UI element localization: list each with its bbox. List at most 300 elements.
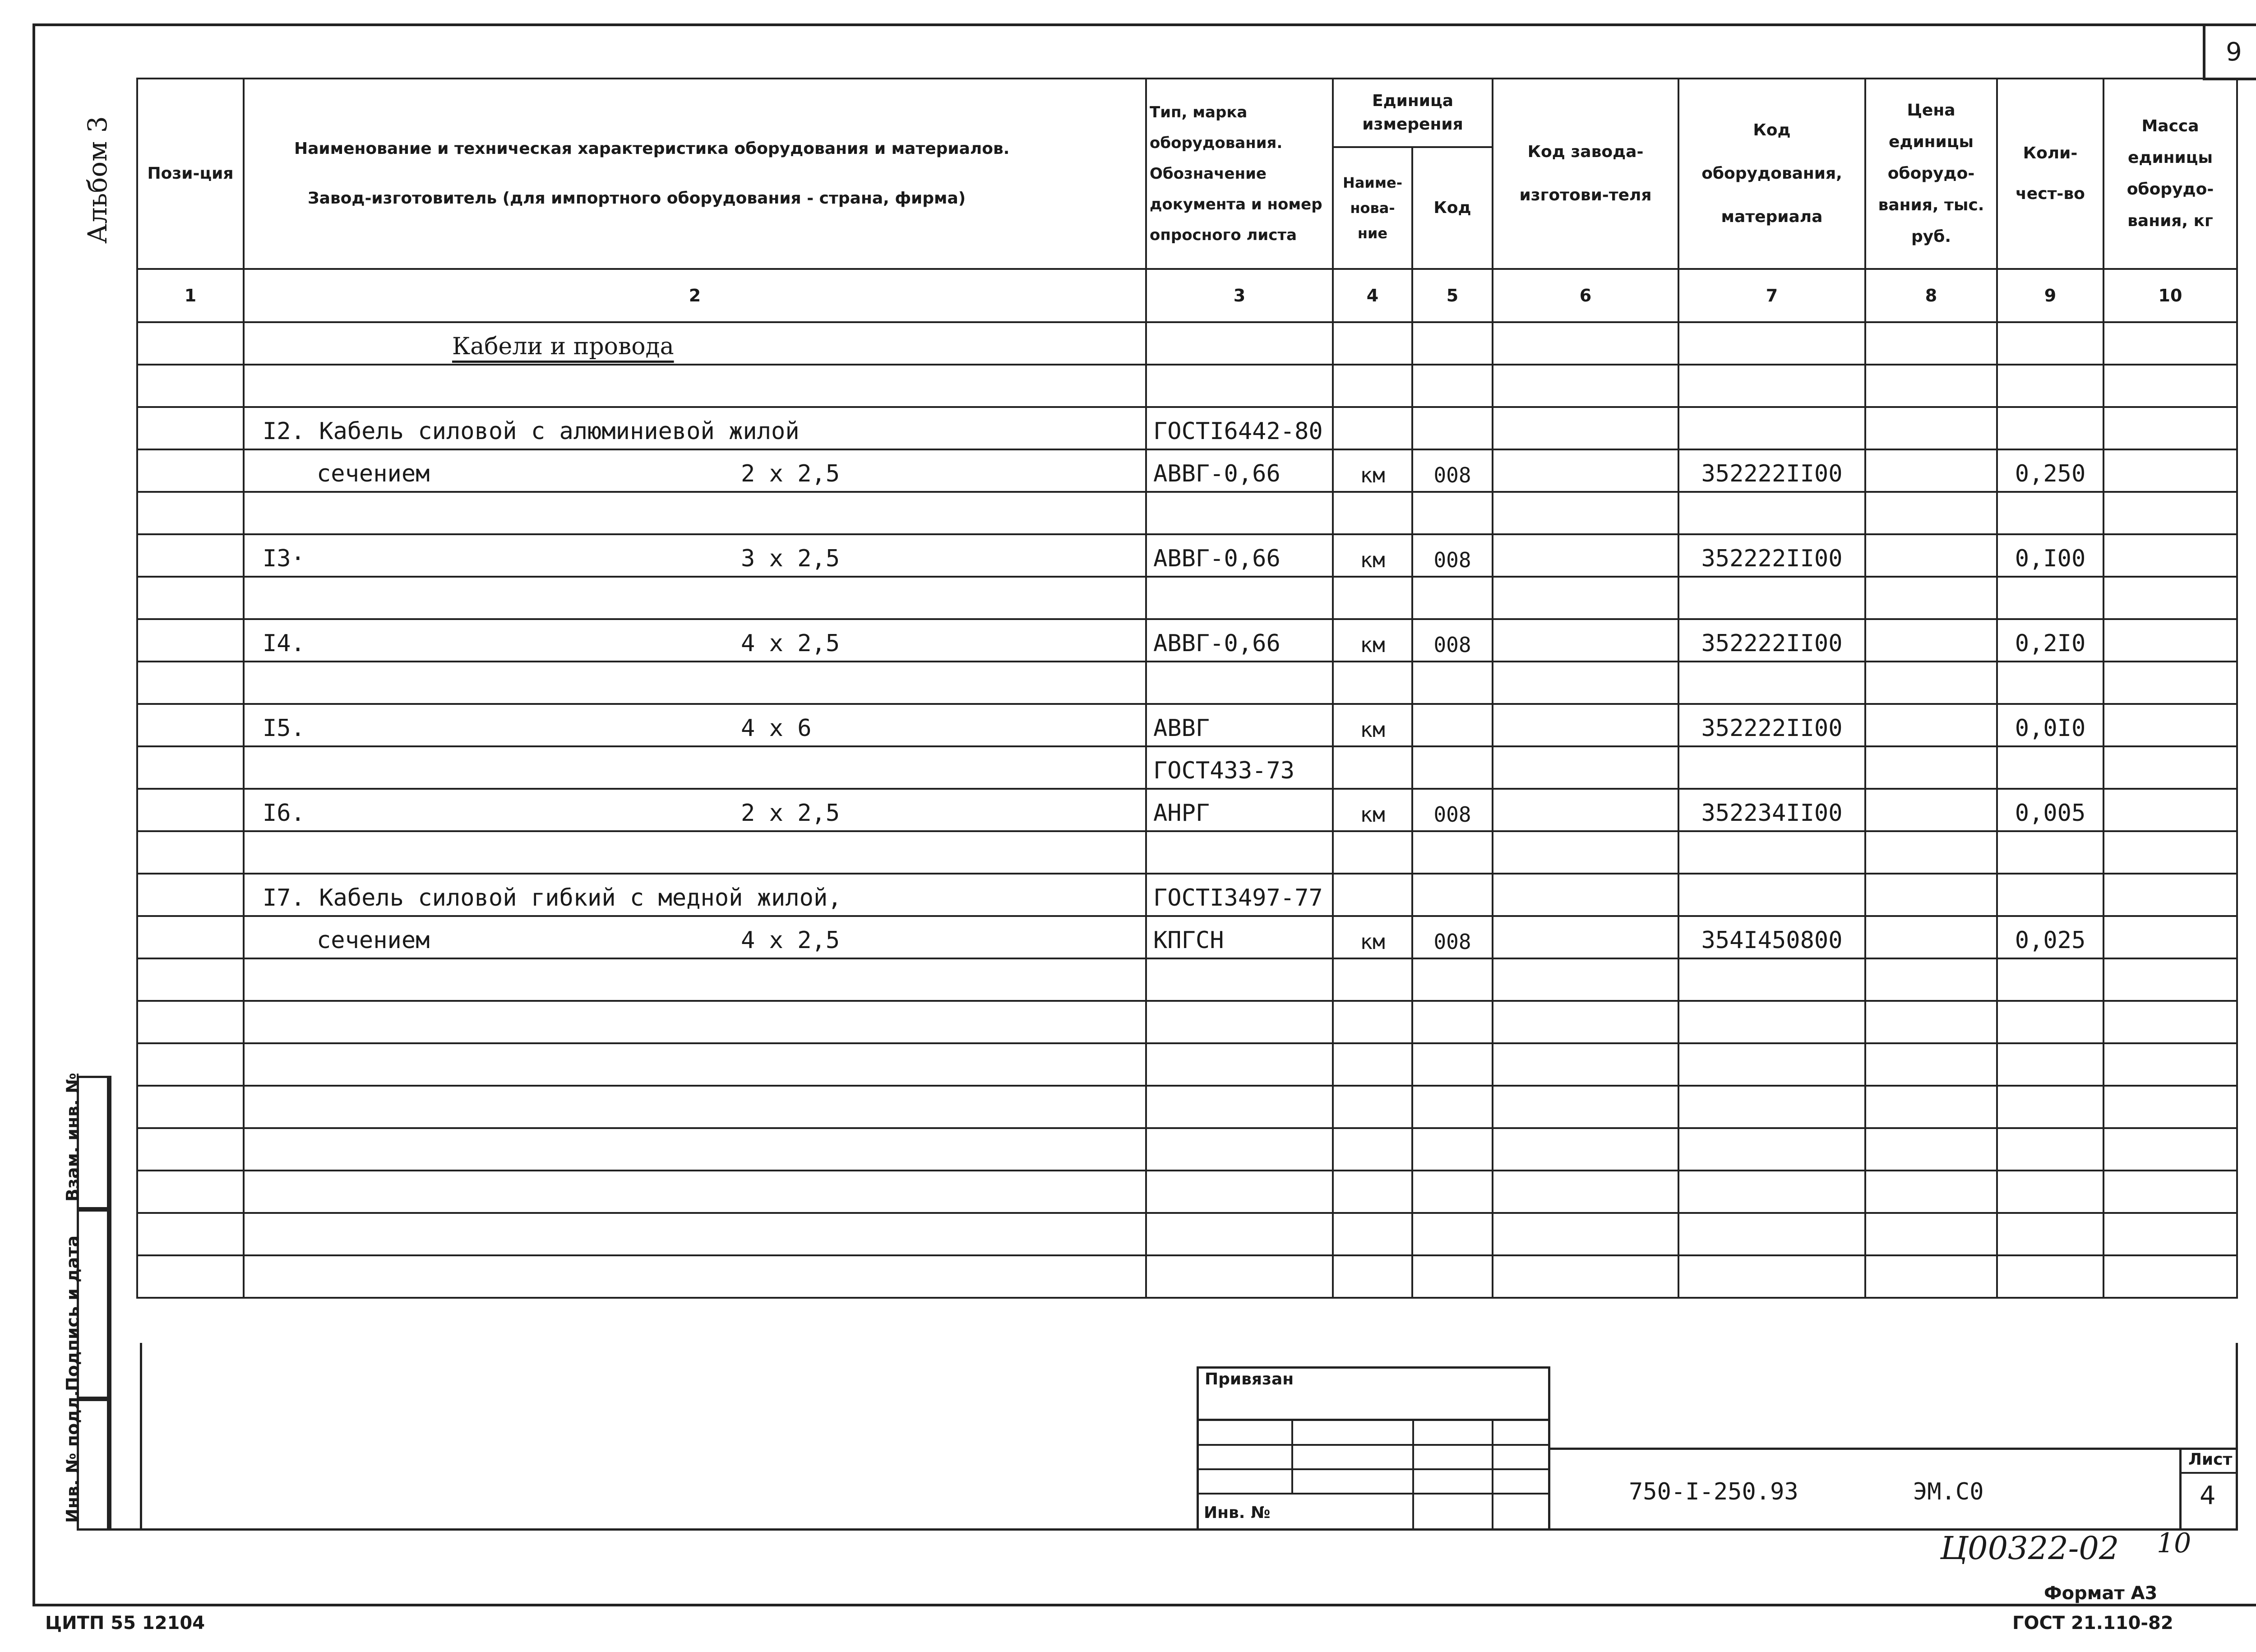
cell-price	[1865, 831, 1997, 874]
cell-material-code	[1678, 874, 1865, 916]
cell-unit-code	[1412, 1001, 1493, 1043]
cell-type: ГОСТI6442-80	[1146, 407, 1333, 449]
cell-name	[244, 1255, 1146, 1298]
cell-position	[137, 662, 244, 704]
table-row	[137, 619, 2237, 662]
cell-factory-code	[1493, 619, 1678, 662]
side-vzam-label: Взам. инв. №	[63, 1073, 83, 1202]
cell-unit-code: 008	[1412, 449, 1493, 492]
cell-quantity	[1997, 662, 2103, 704]
cell-type	[1146, 1043, 1333, 1086]
cell-type: ГОСТ433-73	[1146, 746, 1333, 789]
item-size: 3 x 2,5	[741, 545, 840, 572]
cell-unit-name	[1333, 407, 1412, 449]
cell-type: КПГСН	[1146, 916, 1333, 958]
cell-type: АНРГ	[1146, 789, 1333, 831]
cell-factory-code	[1493, 577, 1678, 619]
table-row	[137, 789, 2237, 831]
cell-position	[137, 916, 244, 958]
column-number: 1	[137, 269, 244, 322]
column-number: 8	[1865, 269, 1997, 322]
cell-material-code	[1678, 831, 1865, 874]
table-row	[137, 746, 2237, 789]
cell-price	[1865, 365, 1997, 407]
cell-factory-code	[1493, 1043, 1678, 1086]
cell-type	[1146, 958, 1333, 1001]
cell-material-code	[1678, 958, 1865, 1001]
cell-type	[1146, 662, 1333, 704]
table-row	[137, 1001, 2237, 1043]
cell-name	[244, 1001, 1146, 1043]
list-value: 4	[2200, 1481, 2216, 1510]
cell-unit-code	[1412, 365, 1493, 407]
cell-mass	[2103, 1128, 2237, 1171]
cell-quantity	[1997, 1001, 2103, 1043]
cell-quantity	[1997, 365, 2103, 407]
cell-material-code	[1678, 1043, 1865, 1086]
cell-name	[244, 874, 1146, 916]
cell-mass	[2103, 365, 2237, 407]
cell-type: АВВГ-0,66	[1146, 449, 1333, 492]
cell-price	[1865, 916, 1997, 958]
cell-name	[244, 1043, 1146, 1086]
cell-unit-code: 008	[1412, 916, 1493, 958]
cell-price	[1865, 1001, 1997, 1043]
cell-position	[137, 492, 244, 534]
cell-unit-name: км	[1333, 704, 1412, 746]
cell-type: ГОСТI3497-77	[1146, 874, 1333, 916]
cell-price	[1865, 704, 1997, 746]
cell-unit-name: км	[1333, 449, 1412, 492]
item-size: 2 x 2,5	[741, 800, 840, 827]
cell-unit-name	[1333, 1128, 1412, 1171]
header-factory-code: Код завода-изготови-теля	[1493, 79, 1678, 269]
cell-type	[1146, 1001, 1333, 1043]
cell-unit-name	[1333, 1213, 1412, 1255]
item-size: 4 x 2,5	[741, 630, 840, 657]
cell-price	[1865, 1213, 1997, 1255]
cell-unit-name	[1333, 1001, 1412, 1043]
footer-left: ЦИТП 55 12104	[45, 1613, 205, 1633]
tb-line	[1197, 1493, 1550, 1495]
cell-quantity	[1997, 1086, 2103, 1128]
table-row	[137, 831, 2237, 874]
column-number: 4	[1333, 269, 1412, 322]
side-inv-label-cell	[63, 1390, 109, 1531]
side-podpis-label-cell	[63, 1209, 109, 1399]
cell-unit-code	[1412, 492, 1493, 534]
cell-mass	[2103, 916, 2237, 958]
cell-unit-name	[1333, 831, 1412, 874]
table-row	[137, 1128, 2237, 1171]
cell-factory-code	[1493, 322, 1678, 365]
cell-factory-code	[1493, 746, 1678, 789]
cell-type	[1146, 1171, 1333, 1213]
cell-unit-name	[1333, 1086, 1412, 1128]
item-size: 4 x 2,5	[741, 927, 840, 954]
cell-type	[1146, 1213, 1333, 1255]
header-position: Пози-ция	[137, 79, 244, 269]
cell-mass	[2103, 449, 2237, 492]
cell-mass	[2103, 958, 2237, 1001]
cell-unit-name	[1333, 662, 1412, 704]
table-row	[137, 1255, 2237, 1298]
side-vzam-label-cell	[63, 1073, 109, 1209]
cell-unit-name	[1333, 365, 1412, 407]
side-inv-label: Инв. № подл.	[63, 1390, 83, 1523]
cell-factory-code	[1493, 1171, 1678, 1213]
cell-price	[1865, 662, 1997, 704]
cell-unit-name: км	[1333, 789, 1412, 831]
cell-unit-name	[1333, 1043, 1412, 1086]
handwritten-number: Ц00322-02	[1940, 1530, 2119, 1567]
cell-factory-code	[1493, 874, 1678, 916]
cell-factory-code	[1493, 1213, 1678, 1255]
header-quantity: Коли-чест-во	[1997, 79, 2103, 269]
item-name: I4.	[263, 630, 305, 657]
cell-quantity	[1997, 746, 2103, 789]
cell-factory-code	[1493, 534, 1678, 577]
column-number: 3	[1146, 269, 1333, 322]
cell-mass	[2103, 619, 2237, 662]
cell-unit-code	[1412, 322, 1493, 365]
item-name: I3·	[263, 545, 305, 572]
cell-factory-code	[1493, 1001, 1678, 1043]
cell-type: АВВГ-0,66	[1146, 534, 1333, 577]
table-row	[137, 534, 2237, 577]
cell-mass	[2103, 534, 2237, 577]
tb-line	[2179, 1448, 2182, 1531]
cell-mass	[2103, 874, 2237, 916]
tb-line	[1197, 1419, 1550, 1421]
cell-position	[137, 1128, 244, 1171]
table-row	[137, 322, 2237, 365]
cell-quantity	[1997, 322, 2103, 365]
cell-price	[1865, 534, 1997, 577]
cell-quantity: 0,005	[1997, 789, 2103, 831]
cell-price	[1865, 492, 1997, 534]
cell-mass	[2103, 1213, 2237, 1255]
cell-type	[1146, 1255, 1333, 1298]
header-name-line1: Наименование и техническая характеристика оборудования и материалов.	[294, 139, 1010, 158]
cell-name	[244, 1213, 1146, 1255]
cell-unit-code	[1412, 1043, 1493, 1086]
header-material-code: Код оборудования, материала	[1678, 79, 1865, 269]
cell-mass	[2103, 704, 2237, 746]
cell-unit-code	[1412, 958, 1493, 1001]
cell-position	[137, 322, 244, 365]
table-row	[137, 916, 2237, 958]
item-size: 2 x 2,5	[741, 460, 840, 487]
tb-line	[1197, 1468, 1550, 1470]
cell-name	[244, 449, 1146, 492]
cell-factory-code	[1493, 704, 1678, 746]
cell-unit-code: 008	[1412, 789, 1493, 831]
cell-quantity	[1997, 577, 2103, 619]
cell-mass	[2103, 662, 2237, 704]
cell-material-code: 352222II00	[1678, 619, 1865, 662]
item-size: 4 x 6	[741, 715, 812, 742]
cell-unit-code	[1412, 662, 1493, 704]
cell-position	[137, 1213, 244, 1255]
cell-price	[1865, 449, 1997, 492]
cell-position	[137, 365, 244, 407]
table-row	[137, 1171, 2237, 1213]
cell-quantity: 0,250	[1997, 449, 2103, 492]
cell-factory-code	[1493, 1128, 1678, 1171]
cell-name	[244, 1128, 1146, 1171]
cell-quantity	[1997, 1043, 2103, 1086]
tb-line	[1412, 1419, 1414, 1531]
cell-position	[137, 874, 244, 916]
cell-position	[137, 619, 244, 662]
sheet-number: 9	[2203, 23, 2256, 80]
cell-material-code	[1678, 1171, 1865, 1213]
cell-unit-name	[1333, 1171, 1412, 1213]
privyazan-label: Привязан	[1205, 1370, 1294, 1388]
table-row	[137, 1086, 2237, 1128]
item-name: I2. Кабель силовой с алюминиевой жилой	[263, 418, 800, 445]
cell-unit-code	[1412, 577, 1493, 619]
column-number: 7	[1678, 269, 1865, 322]
cell-material-code	[1678, 1255, 1865, 1298]
cell-name	[244, 407, 1146, 449]
cell-name	[244, 746, 1146, 789]
cell-position	[137, 1001, 244, 1043]
specification-table	[136, 78, 2238, 1299]
cell-name	[244, 916, 1146, 958]
cell-quantity	[1997, 1255, 2103, 1298]
cell-unit-code	[1412, 407, 1493, 449]
cell-position	[137, 1086, 244, 1128]
cell-mass	[2103, 1171, 2237, 1213]
column-number: 10	[2103, 269, 2237, 322]
cell-quantity	[1997, 874, 2103, 916]
column-number: 6	[1493, 269, 1678, 322]
cell-name	[244, 492, 1146, 534]
cell-name	[244, 365, 1146, 407]
cell-quantity: 0,I00	[1997, 534, 2103, 577]
cell-unit-name: км	[1333, 916, 1412, 958]
tb-line	[2179, 1472, 2238, 1474]
item-name: сечением	[317, 927, 430, 954]
cell-unit-code	[1412, 1213, 1493, 1255]
cell-unit-code	[1412, 1128, 1493, 1171]
header-price: Цена единицы оборудо-вания, тыс. руб.	[1865, 79, 1997, 269]
cell-factory-code	[1493, 789, 1678, 831]
format-label: Формат А3	[2044, 1583, 2158, 1604]
cell-material-code: 354I450800	[1678, 916, 1865, 958]
cell-unit-name	[1333, 746, 1412, 789]
cell-quantity	[1997, 1213, 2103, 1255]
cell-material-code: 352234II00	[1678, 789, 1865, 831]
cell-material-code	[1678, 1213, 1865, 1255]
item-name: сечением	[317, 460, 430, 487]
cell-mass	[2103, 1255, 2237, 1298]
cell-factory-code	[1493, 449, 1678, 492]
side-divider	[109, 1076, 111, 1531]
cell-mass	[2103, 789, 2237, 831]
cell-quantity: 0,025	[1997, 916, 2103, 958]
cell-mass	[2103, 1086, 2237, 1128]
cell-position	[137, 449, 244, 492]
cell-quantity	[1997, 958, 2103, 1001]
table-row	[137, 704, 2237, 746]
cell-price	[1865, 1255, 1997, 1298]
header-unit: Единица измерения	[1333, 79, 1493, 147]
cell-type	[1146, 365, 1333, 407]
doc-number: 750-I-250.93	[1629, 1478, 1798, 1505]
cell-material-code	[1678, 1001, 1865, 1043]
cell-unit-name: км	[1333, 534, 1412, 577]
album-label: Альбом 3	[82, 116, 113, 244]
cell-mass	[2103, 1001, 2237, 1043]
cell-name	[244, 1086, 1146, 1128]
cell-price	[1865, 1043, 1997, 1086]
table-row	[137, 449, 2237, 492]
cell-factory-code	[1493, 831, 1678, 874]
cell-unit-code	[1412, 831, 1493, 874]
cell-mass	[2103, 577, 2237, 619]
cell-price	[1865, 407, 1997, 449]
cell-material-code: 352222II00	[1678, 449, 1865, 492]
cell-name	[244, 662, 1146, 704]
cell-unit-code	[1412, 746, 1493, 789]
table-row	[137, 492, 2237, 534]
cell-type	[1146, 577, 1333, 619]
cell-name	[244, 322, 1146, 365]
item-name: I6.	[263, 800, 305, 827]
cell-mass	[2103, 407, 2237, 449]
cell-name	[244, 534, 1146, 577]
cell-position	[137, 1043, 244, 1086]
cell-position	[137, 1255, 244, 1298]
cell-price	[1865, 619, 1997, 662]
table-row	[137, 1213, 2237, 1255]
cell-type: АВВГ	[1146, 704, 1333, 746]
cell-material-code	[1678, 577, 1865, 619]
cell-position	[137, 831, 244, 874]
cell-quantity: 0,0I0	[1997, 704, 2103, 746]
cell-position	[137, 407, 244, 449]
header-unit-code: Код	[1412, 147, 1493, 269]
cell-factory-code	[1493, 365, 1678, 407]
tb-line	[1197, 1444, 1550, 1446]
cell-type: АВВГ-0,66	[1146, 619, 1333, 662]
table-row	[137, 874, 2237, 916]
cell-mass	[2103, 831, 2237, 874]
cell-quantity	[1997, 492, 2103, 534]
cell-unit-name	[1333, 1255, 1412, 1298]
column-number: 5	[1412, 269, 1493, 322]
cell-type	[1146, 1086, 1333, 1128]
table-row	[137, 577, 2237, 619]
cell-name	[244, 577, 1146, 619]
column-number-row	[137, 269, 2237, 322]
header-name	[244, 79, 1146, 269]
cell-material-code	[1678, 365, 1865, 407]
cell-price	[1865, 958, 1997, 1001]
table-row	[137, 407, 2237, 449]
cell-price	[1865, 746, 1997, 789]
cell-unit-name	[1333, 577, 1412, 619]
cell-unit-code	[1412, 1255, 1493, 1298]
cell-price	[1865, 874, 1997, 916]
cell-unit-name	[1333, 874, 1412, 916]
cell-material-code	[1678, 746, 1865, 789]
cell-price	[1865, 1086, 1997, 1128]
item-name: Кабели и провода	[452, 333, 674, 360]
cell-mass	[2103, 746, 2237, 789]
cell-material-code	[1678, 662, 1865, 704]
item-name: I7. Кабель силовой гибкий с медной жилой,	[263, 884, 842, 912]
cell-factory-code	[1493, 916, 1678, 958]
cell-unit-code: 008	[1412, 534, 1493, 577]
handwritten-page: 10	[2157, 1527, 2191, 1559]
cell-position	[137, 789, 244, 831]
table-row	[137, 1043, 2237, 1086]
header-name-line2: Завод-изготовитель (для импортного оборудования - страна, фирма)	[308, 189, 966, 208]
side-divider	[77, 1528, 140, 1531]
cell-type	[1146, 492, 1333, 534]
cell-mass	[2103, 322, 2237, 365]
doc-code: ЭМ.С0	[1913, 1478, 1984, 1505]
cell-material-code	[1678, 322, 1865, 365]
footer-right: ГОСТ 21.110-82	[2012, 1613, 2173, 1633]
table-row	[137, 958, 2237, 1001]
tb-line	[1492, 1419, 1493, 1531]
list-label: Лист	[2188, 1450, 2233, 1469]
cell-factory-code	[1493, 662, 1678, 704]
cell-mass	[2103, 1043, 2237, 1086]
cell-unit-code	[1412, 1171, 1493, 1213]
cell-quantity: 0,2I0	[1997, 619, 2103, 662]
side-podpis-label: Подпись и дата	[63, 1235, 83, 1391]
cell-factory-code	[1493, 958, 1678, 1001]
cell-quantity	[1997, 831, 2103, 874]
cell-position	[137, 704, 244, 746]
cell-unit-code	[1412, 704, 1493, 746]
cell-name	[244, 789, 1146, 831]
inv-no-label: Инв. №	[1204, 1504, 1271, 1522]
cell-quantity	[1997, 1171, 2103, 1213]
cell-price	[1865, 1171, 1997, 1213]
cell-mass	[2103, 492, 2237, 534]
cell-material-code: 352222II00	[1678, 704, 1865, 746]
cell-unit-name	[1333, 958, 1412, 1001]
cell-type	[1146, 831, 1333, 874]
cell-name	[244, 831, 1146, 874]
cell-quantity	[1997, 1128, 2103, 1171]
tb-line	[1550, 1448, 2238, 1450]
cell-factory-code	[1493, 407, 1678, 449]
cell-unit-name	[1333, 322, 1412, 365]
cell-unit-code: 008	[1412, 619, 1493, 662]
cell-factory-code	[1493, 1086, 1678, 1128]
cell-name	[244, 958, 1146, 1001]
cell-position	[137, 1171, 244, 1213]
cell-type	[1146, 322, 1333, 365]
cell-position	[137, 577, 244, 619]
cell-unit-code	[1412, 874, 1493, 916]
header-unit-name: Наиме-нова-ние	[1333, 147, 1412, 269]
cell-name	[244, 619, 1146, 662]
cell-factory-code	[1493, 1255, 1678, 1298]
item-name: I5.	[263, 715, 305, 742]
cell-position	[137, 958, 244, 1001]
cell-position	[137, 534, 244, 577]
table-row	[137, 365, 2237, 407]
